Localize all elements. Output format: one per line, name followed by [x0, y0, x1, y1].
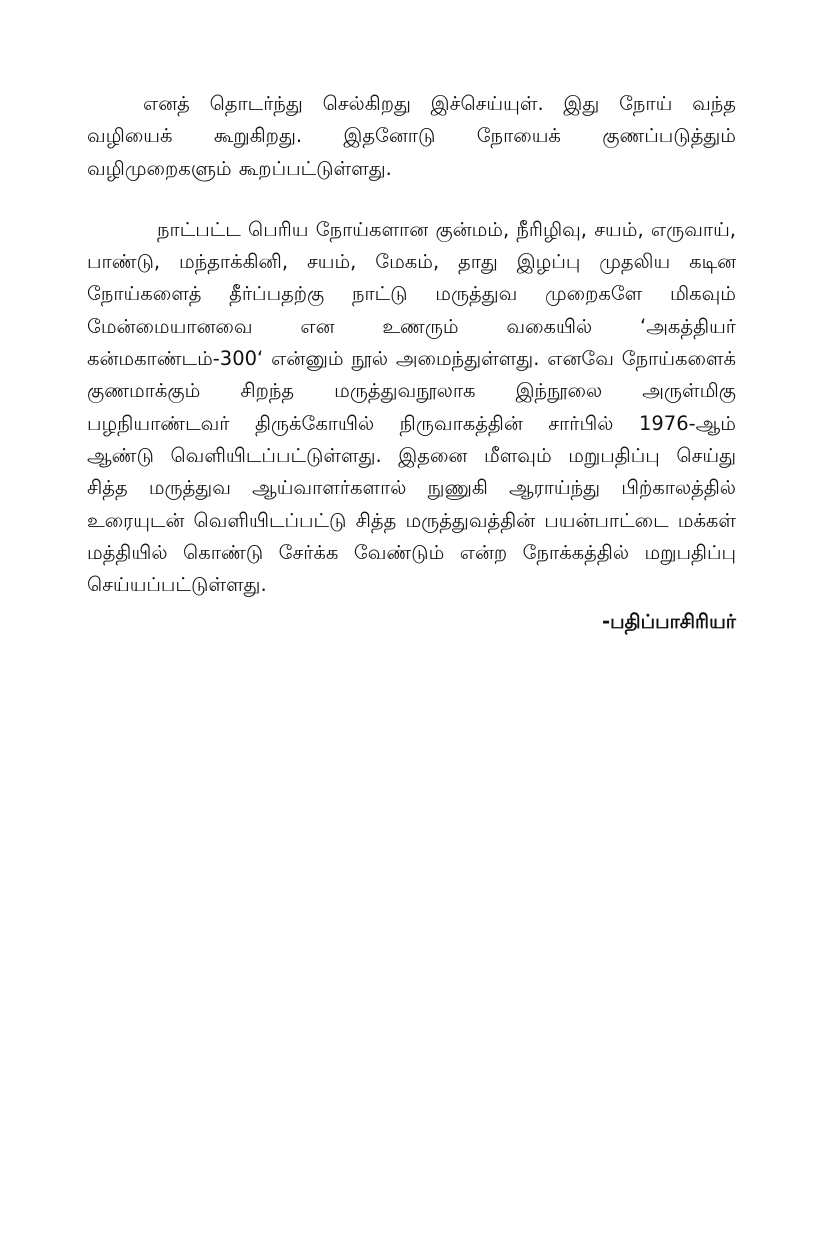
paragraph-intro: எனத் தொடர்ந்து செல்கிறது இச்செய்யுள். இது நோய் வந்த வழியைக் கூறுகிறது. இதனோடு நோயைக் குணப்படுத்தும் வழிமுறைகளும் கூறப்பட்டுள்ளது.	[87, 92, 736, 180]
document-page	[87, 88, 736, 638]
paragraph-main: நாட்பட்ட பெரிய நோய்களான குன்மம், நீரிழிவு, சயம், எருவாய், பாண்டு, மந்தாக்கினி, சயம், மேகம், தாது இழப்பு முதலிய கடின நோய்களைத் தீர்ப்பதற்கு நாட்டு மருத்துவ முறைகளே மிகவும் மேன்மையானவை என உணரும் வகையில் ‘அகத்தியர் கன்மகாண்டம்-300‘ என்னும் நூல் அமைந்துள்ளது. எனவே நோய்களைக் குணமாக்கும் சிறந்த மருத்துவநூலாக இந்நூலை அருள்மிகு பழநியாண்டவர் திருக்கோயில் நிருவாகத்தின் சார்பில் 1976-ஆம் ஆண்டு வெளியிடப்பட்டுள்ளது. இதனை மீளவும் மறுபதிப்பு செய்து சித்த மருத்துவ ஆய்வாளர்களால் நுணுகி ஆராய்ந்து பிற்காலத்தில் உரையுடன் வெளியிடப்பட்டு சித்த மருத்துவத்தின் பயன்பாட்டை மக்கள் மத்தியில் கொண்டு சேர்க்க வேண்டும் என்ற நோக்கத்தில் மறுபதிப்பு செய்யப்பட்டுள்ளது.	[87, 217, 736, 597]
publisher-signature: -பதிப்பாசிரியர்	[601, 610, 736, 634]
